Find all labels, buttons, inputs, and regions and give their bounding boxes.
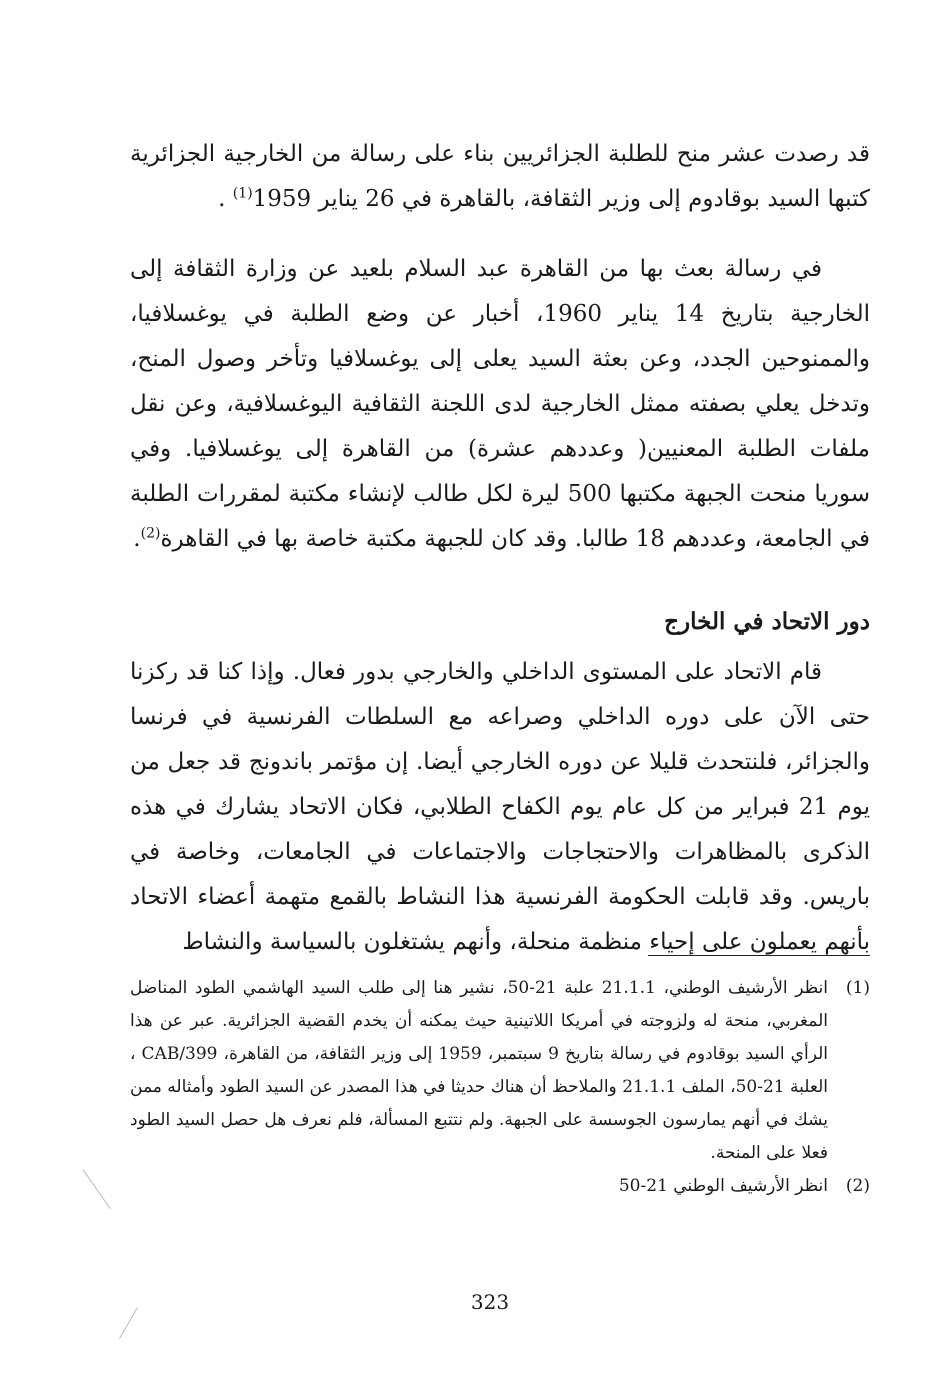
paragraph-1-end: . xyxy=(218,186,233,212)
main-text xyxy=(130,132,870,965)
footnote-1-text: انظر الأرشيف الوطني، 21.1.1 علبة 21-50، نشير هنا إلى طلب السيد الهاشمي الطود المناضل المغربي، منحة له ولزوجته في أمريكا اللاتينية حيث يمكنه أن يخدم القضية الجزائرية. عبر عن هذا الرأي السيد بوقادوم في رسالة بتاريخ 9 سبتمبر، 1959 إلى وزير الثقافة، من القاهرة، CAB/399 ، العلبة 21-50، الملف 21.1.1 والملاحظ أن هناك حديثا في هذا المصدر عن السيد الطود وأمثاله ممن يشك في أنهم يمارسون الجوسسة على الجبهة. ولم نتتبع المسألة، فلم نعرف هل حصل السيد الطود فعلا على المنحة. xyxy=(130,978,829,1163)
paragraph-1 xyxy=(130,132,870,222)
footnote-1-number: (1) xyxy=(845,978,870,998)
paragraph-2 xyxy=(130,247,870,562)
footnote-divider xyxy=(648,955,870,956)
section-heading: دور الاتحاد في الخارج xyxy=(664,608,870,635)
footnote-2 xyxy=(130,1170,870,1203)
paragraph-2-text: في رسالة بعث بها من القاهرة عبد السلام بلعيد عن وزارة الثقافة إلى الخارجية بتاريخ 14 يناير 1960، أخبار عن وضع الطلبة في يوغسلافيا، والممنوحين الجدد، وعن بعثة السيد يعلى إلى يوغسلافيا وتأخر وصول المنح، وتدخل يعلي بصفته ممثل الخارجية لدى اللجنة الثقافية اليوغسلافية، وعن نقل ملفات الطلبة المعنيين( وعددهم عشرة) من القاهرة إلى يوغسلافيا. وفي سوريا منحت الجبهة مكتبها 500 ليرة لكل طالب لإنشاء مكتبة لمقررات الطلبة في الجامعة، وعددهم 18 طالبا. وقد كان للجبهة مكتبة خاصة بها في القاهرة xyxy=(130,256,870,552)
page-number: 323 xyxy=(470,1290,510,1314)
footnote-ref-2[interactable]: (2) xyxy=(140,525,161,542)
footnote-2-number: (2) xyxy=(845,1176,870,1196)
scan-artifact-left xyxy=(82,1169,110,1209)
paragraph-1-text: قد رصدت عشر منح للطلبة الجزائريين بناء على رسالة من الخارجية الجزائرية كتبها السيد بوقادوم إلى وزير الثقافة، بالقاهرة في 26 يناير 1959 xyxy=(130,141,870,212)
paragraph-2-end: . xyxy=(133,526,141,552)
footnote-ref-1[interactable]: (1) xyxy=(232,185,253,202)
footnote-1 xyxy=(130,972,870,1170)
footnotes xyxy=(130,972,870,1203)
footnote-2-text: انظر الأرشيف الوطني 21-50 xyxy=(618,1176,828,1196)
paragraph-3: قام الاتحاد على المستوى الداخلي والخارجي بدور فعال. وإذا كنا قد ركزنا حتى الآن على دوره الداخلي وصراعه مع السلطات الفرنسية في فرنسا والجزائر، فلنتحدث قليلا عن دوره الخارجي أيضا. إن مؤتمر باندونج قد جعل من يوم 21 فبراير من كل عام يوم الكفاح الطلابي، فكان الاتحاد يشارك في هذه الذكرى بالمظاهرات والاحتجاجات والاجتماعات في الجامعات، وخاصة في باريس. وقد قابلت الحكومة الفرنسية هذا النشاط بالقمع متهمة أعضاء الاتحاد بأنهم يعملون على إحياء منظمة منحلة، وأنهم يشتغلون بالسياسة والنشاط xyxy=(130,659,870,955)
